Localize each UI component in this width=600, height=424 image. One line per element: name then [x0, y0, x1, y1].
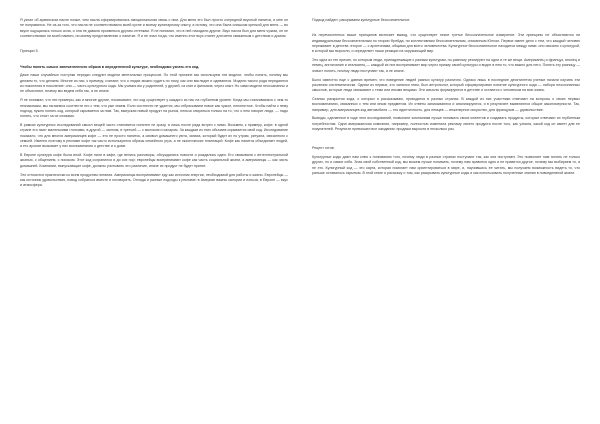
right-section-heading: Подход найден: раскрываем культурные бессознательное. [312, 18, 411, 22]
right-paragraph-8: Культурные коды дают нам ключ к пониманию того, почему люди в разных странах поступают так, как они поступают. Это позволяет нам понять не только других, но и самих себя. Зная свой собственный код, мы можем лучше понимать, почему нам нравится одно и не нравится другое, почему мы выбираем то, а не это. Культурный код — это карта, которая помогает нам ориентироваться в мире, и, научившись ее читать, мы получаем возможность видеть то, что раньше оставалось скрытым. В этой книге я расскажу о том, как раскрывать культурные коды и как использовать полученные знания в повседневной жизни. [312, 155, 580, 176]
left-paragraph-8: Это относится практически ко всем продуктам питания. Американцы воспринимают еду как источник энергии, необходимой для работы и жизни. Европейцы — как источник удовольствия, повод собраться вместе и поговорить. Отсюда и разные подходы к рекламе: в Америке важны калории и польза, в Европе — вкус и атмосфера. [20, 172, 288, 188]
left-paragraph-1: Я узнал об армянском насле позже, чем насла сформировалась эмоциональная связь с ним. Для меня это был просто очередной вкусный напиток, и мне он не понравился. Не из-за того, что насла не соответствовало моей кухне и моему кулинарному опыту, а потому, что она была слишком крепкой для меня — во вкусе ощущалась только сила, и она не давала проявиться другим оттенкам. Я не понимал, что в ней находили другие. Вкус насла был для меня чужим, он не соответствовал ни моей памяти, ни моему представлению о напитке. Я и не знал тогда, что именно этот вкус станет для меня связанным с детством и домом. [20, 18, 288, 39]
right-paragraph-4: Было известно еще с давних времен, что поведение людей разных культур различно. Однако лишь в последние десятилетия ученые начали изучать эти различия систематически. Одним из первых, кто занялся этим, был антрополог, который сформулировал понятие культурного кода — набора неосознанных смыслов, которые люди связывают с теми или иными вещами. Эти смыслы формируются в детстве и остаются с человеком на всю жизнь. [312, 77, 580, 93]
left-principle-statement: Чтобы понять смысл запечатленного образа в определенной культуре, необходимо узнать его код. [20, 64, 200, 69]
right-paragraph-2: Из перечисленных выше принципов вытекает вывод, что существует некое третье бессознательное измерение. Эти принципы не объясняются ни индивидуальным бессознательным по теории Фрейда, ни коллективным бессознательным, описанным Юнгом. Первое имеет дело с тем, что каждый человек переживает в детстве, второе — с архетипами, общими для всего человечества. Культурное бессознательное находится между ними: оно связано с культурой, в которой мы выросли, и определяет наши реакции на окружающий мир. [312, 33, 580, 54]
right-recipe-heading: Рецепт готов: [312, 146, 335, 151]
left-principle-heading: Принцип 5. [20, 49, 39, 54]
left-paragraph-5: Я не понимал, что эти примеры, как и многие другие, показывают, что код существует у каждого из нас на глубинном уровне. Когда мы сталкиваемся с чем-то незнакомым, мы пытаемся соотнести это с тем, что уже знаем. Если соотнести не удается, мы отбрасываем новое как чужое, непонятное. Чтобы найти к нему подход, нужно понять код, который скрывается за ним. Так, выпуская новый продукт на рынок, нельзя опираться только на то, что о нем говорят люди, — надо понять, что стоит за их словами. [20, 98, 288, 119]
right-paragraph-3: Это одна из тех причин, по которым люди, принадлежащие к разным культурам, по-разному реагируют на одни и те же вещи. Американец и француз, японец и немец, англичанин и итальянец — каждый из них воспринимает мир через призму своей культуры и видит в нем то, что важно для него. Понять эту разницу — значит понять, почему люди поступают так, а не иначе. [312, 58, 580, 73]
right-paragraph-5: Сеансы раскрытия кода, о которых я рассказываю, проводятся в разных странах. В каждой из них участники отвечают на вопросы о своих первых воспоминаниях, связанных с тем или иным предметом. Их ответы записываются и анализируются, и в результате выявляются общие закономерности. Так, например, для американцев код автомобиля — это идентичность, для немцев — инженерное искусство, для французов — удовольствие. [312, 96, 580, 112]
left-paragraph-7: В Европе культура кофе была иной. Кофе пили в кафе, где велись разговоры, обсуждались новости и рождались идеи. Его связывали с интеллектуальной жизнью, с общением, с поиском. Этот код сохранился и до сих пор: европейцы воспринимают кофе как часть социальной жизни, а американцы — как часть домашней. Компании, выпускающие кофе, должны учитывать это различие, иначе их продукт не будет принят. [20, 153, 288, 168]
right-page [312, 18, 580, 414]
right-paragraph-6: Выводы, сделанные в ходе этих исследований, позволяют компаниям лучше понимать своих клиентов и создавать продукты, которые отвечают их глубинным потребностям. Одна американская компания, например, полностью изменила рекламу своего продукта после того, как узнала, какой код он имеет для ее покупателей. Результат превзошел все ожидания: продажи выросли в несколько раз. [312, 116, 580, 132]
left-page [20, 18, 288, 414]
left-paragraph-6: В рамках культурных исследований смысл вещей часто становится понятен не сразу, а лишь после ряда встреч с ними. Возьмем, к примеру, кофе: в одной стране его пьют маленькими глотками, в другой — залпом, в третьей — с молоком и сахаром. За каждым из этих обычаев скрывается свой код. Исследование показало, что для многих американцев кофе — это не просто напиток, а символ домашнего уюта, запаха, который будит их по утрам, ритуала, связанного с семьей. Именно поэтому в рекламе кофе так часто используются образы семейного утра, а не экзотических плантаций. Кофе как напиток объединяет людей, а его аромат вызывает у них воспоминания о детстве и о доме. [20, 122, 288, 149]
left-paragraph-4: Даже наши случайные поступки нередко следуют модели ментальных процессов. По этой причине мы используем эти модели, чтобы понять, почему мы делаем то, что делаем. Многие из нас, к примеру, считают, что о людях можно судить по тому, как они выглядят и одеваются. Модели такого рода передаются из поколения в поколение: они — часть культурного кода. Мы учимся им у родителей, у друзей, из книг и фильмов, через опыт. Но сами модели неосознанны и не объясняют, почему мы ведем себя так, а не иначе. [20, 73, 288, 94]
